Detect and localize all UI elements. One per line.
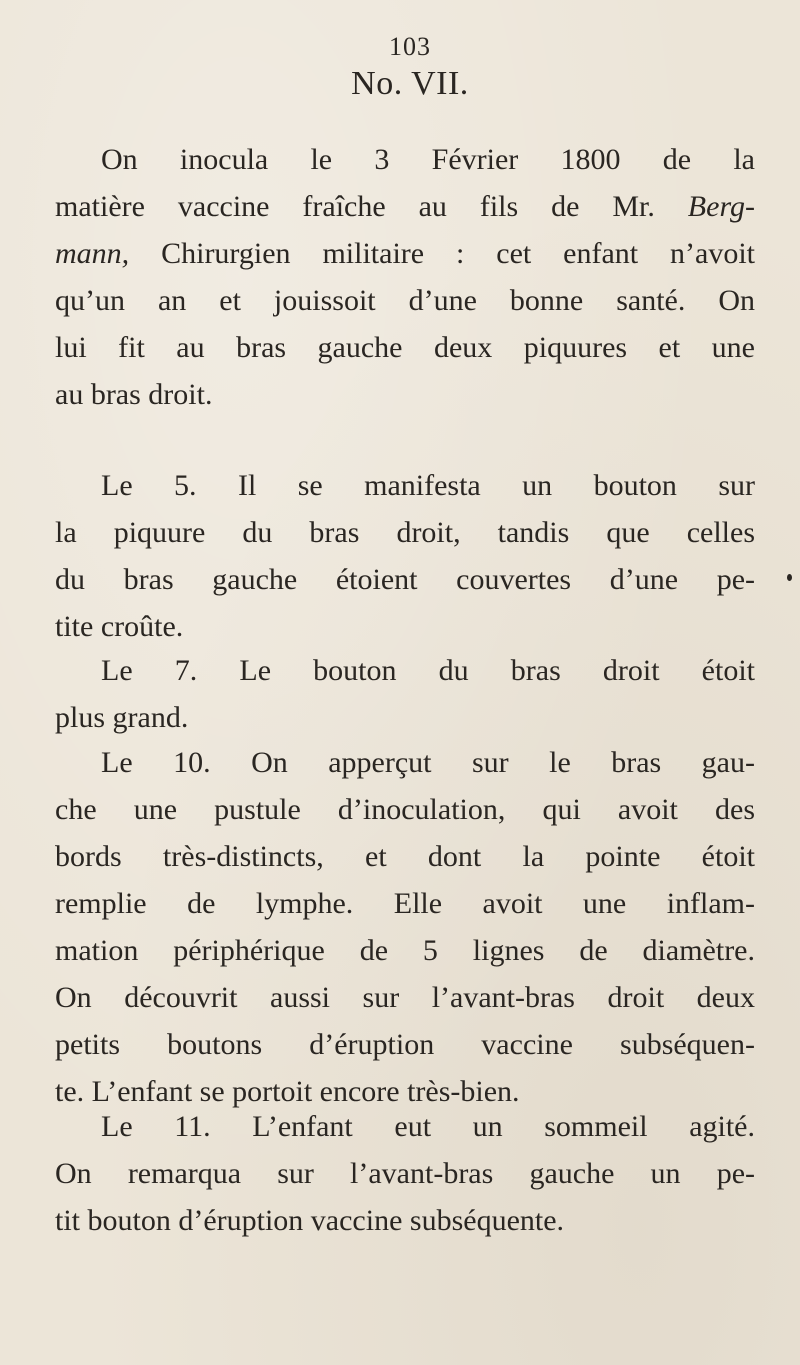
text-line: tite croûte. xyxy=(55,610,184,643)
text-line: te. L’enfant se portoit encore très-bien. xyxy=(55,1075,520,1108)
text-line: On découvrit aussi sur l’avant-bras droit deux xyxy=(55,981,755,1014)
surname-italic: mann, xyxy=(55,237,130,270)
text-line: Le 10. On apperçut sur le bras gau- xyxy=(101,746,755,779)
text-line: On remarqua sur l’avant-bras gauche un pe- xyxy=(55,1157,755,1190)
paragraph-1 xyxy=(55,136,755,418)
paragraph-2 xyxy=(55,462,755,650)
text-line: lui fit au bras gauche deux piquures et une xyxy=(55,331,755,364)
text-line: On inocula le 3 Février 1800 de la xyxy=(101,143,755,176)
text-line: petits boutons d’éruption vaccine subséquen- xyxy=(55,1028,755,1061)
text-fragment: matière vaccine fraîche au fils de Mr. xyxy=(55,190,688,223)
paragraph-5 xyxy=(55,1103,755,1244)
text-line: du bras gauche étoient couvertes d’une pe- xyxy=(55,563,755,596)
ink-spot xyxy=(787,574,792,581)
page-number: 103 xyxy=(389,32,431,61)
text-line: Le 5. Il se manifesta un bouton sur xyxy=(101,469,755,502)
text-line: mation périphérique de 5 lignes de diamètre. xyxy=(55,934,755,967)
text-line: au bras droit. xyxy=(55,378,213,411)
text-line: tit bouton d’éruption vaccine subséquente. xyxy=(55,1204,565,1237)
section-heading: No. VII. xyxy=(351,65,469,102)
paragraph-4 xyxy=(55,739,755,1115)
text-line: plus grand. xyxy=(55,701,189,734)
text-line: Le 11. L’enfant eut un sommeil agité. xyxy=(101,1110,755,1143)
text-line: la piquure du bras droit, tandis que celles xyxy=(55,516,755,549)
text-line: Le 7. Le bouton du bras droit étoit xyxy=(101,654,755,687)
text-fragment: Chirurgien militaire : cet enfant n’avoit xyxy=(161,237,755,270)
text-line: che une pustule d’inoculation, qui avoit des xyxy=(55,793,755,826)
paragraph-3 xyxy=(55,647,755,741)
text-line xyxy=(55,230,755,277)
text-line xyxy=(55,183,755,230)
text-line: bords très-distincts, et dont la pointe étoit xyxy=(55,840,755,873)
text-line: remplie de lymphe. Elle avoit une inflam- xyxy=(55,887,755,920)
surname-italic: Berg- xyxy=(687,190,755,223)
text-line: qu’un an et jouissoit d’une bonne santé. On xyxy=(55,284,755,317)
